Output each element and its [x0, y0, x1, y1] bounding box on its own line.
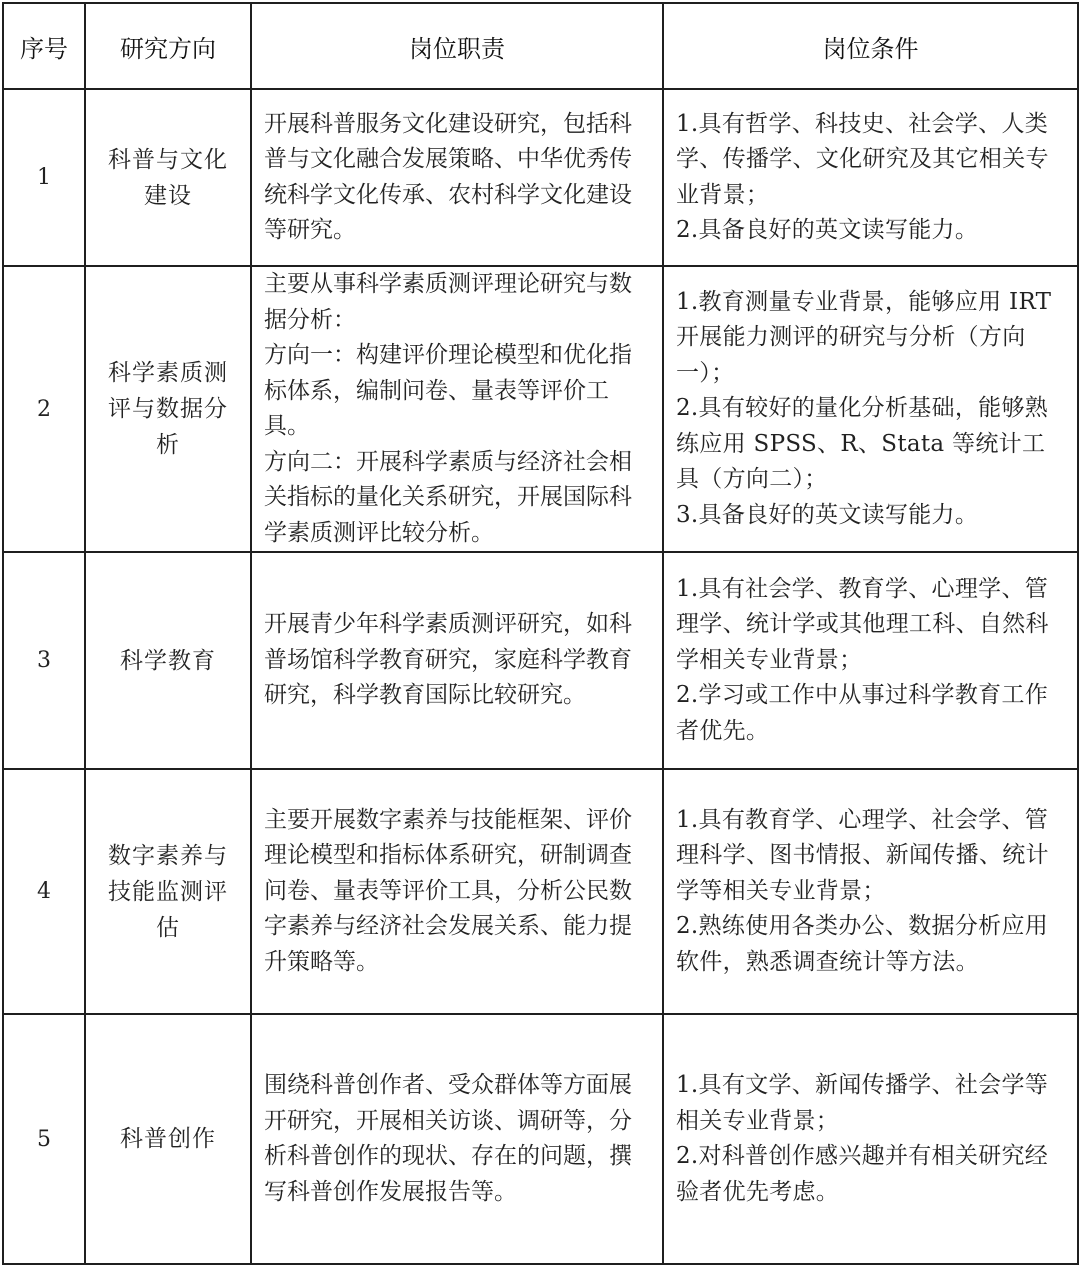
header-requirements: 岗位条件: [663, 3, 1078, 89]
cell-requirements: [663, 552, 1078, 769]
cell-seq: 3: [3, 552, 85, 769]
requirement-item: 1.具有社会学、教育学、心理学、管理学、统计学或其他理工科、自然科学相关专业背景；: [676, 575, 1049, 673]
duties-paragraph: 方向二：开展科学素质与经济社会相关指标的量化关系研究，开展国际科学素质测评比较分析。: [264, 448, 632, 546]
table-row: [3, 552, 1078, 769]
cell-duties: [251, 266, 663, 552]
cell-requirements: [663, 266, 1078, 552]
duties-paragraph: 主要开展数字素养与技能框架、评价理论模型和指标体系研究，研制调查问卷、量表等评价工具，分析公民数字素养与经济社会发展关系、能力提升策略等。: [264, 806, 632, 975]
duties-paragraph: 开展科普服务文化建设研究，包括科普与文化融合发展策略、中华优秀传统科学文化传承、农村科学文化建设等研究。: [264, 110, 632, 243]
cell-duties: [251, 1014, 663, 1264]
cell-seq: 4: [3, 769, 85, 1014]
cell-duties: [251, 89, 663, 266]
cell-seq: 1: [3, 89, 85, 266]
requirement-item: 2.学习或工作中从事过科学教育工作者优先。: [676, 682, 1049, 744]
document: [2, 2, 1079, 1265]
cell-direction: 科学教育: [85, 552, 251, 769]
header-seq: 序号: [3, 3, 85, 89]
duties-paragraph: 主要从事科学素质测评理论研究与数据分析：: [264, 271, 632, 333]
cell-requirements: [663, 1014, 1078, 1264]
table-row: [3, 769, 1078, 1014]
requirement-item: 2.具有较好的量化分析基础，能够熟练应用 SPSS、R、Stata 等统计工具（方向二）；: [676, 395, 1049, 493]
requirement-item: 1.教育测量专业背景，能够应用 IRT 开展能力测评的研究与分析（方向一）；: [676, 288, 1052, 386]
requirement-item: 2.熟练使用各类办公、数据分析应用软件，熟悉调查统计等方法。: [676, 913, 1049, 975]
cell-duties: [251, 769, 663, 1014]
table-row: [3, 266, 1078, 552]
table-row: [3, 89, 1078, 266]
requirement-item: 1.具有文学、新闻传播学、社会学等相关专业背景；: [676, 1072, 1049, 1134]
table-row: [3, 1014, 1078, 1264]
duties-paragraph: 开展青少年科学素质测评研究，如科普场馆科学教育研究，家庭科学教育研究，科学教育国际比较研究。: [264, 611, 632, 709]
header-duties: 岗位职责: [251, 3, 663, 89]
cell-duties: [251, 552, 663, 769]
requirement-item: 2.具备良好的英文读写能力。: [676, 217, 979, 243]
cell-seq: 2: [3, 266, 85, 552]
requirement-item: 2.对科普创作感兴趣并有相关研究经验者优先考虑。: [676, 1143, 1049, 1205]
positions-table: [2, 2, 1079, 1265]
requirement-item: 3.具备良好的英文读写能力。: [676, 501, 979, 528]
cell-seq: 5: [3, 1014, 85, 1264]
header-direction: 研究方向: [85, 3, 251, 89]
cell-direction: 科学素质测评与数据分析: [85, 266, 251, 552]
duties-paragraph: 方向一：构建评价理论模型和优化指标体系，编制问卷、量表等评价工具。: [264, 342, 632, 439]
cell-requirements: [663, 769, 1078, 1014]
duties-paragraph: 围绕科普创作者、受众群体等方面展开研究，开展相关访谈、调研等，分析科普创作的现状、存在的问题，撰写科普创作发展报告等。: [264, 1072, 632, 1205]
cell-direction: 科普与文化建设: [85, 89, 251, 266]
cell-direction: 科普创作: [85, 1014, 251, 1264]
header-row: [3, 3, 1078, 89]
requirement-item: 1.具有教育学、心理学、社会学、管理科学、图书情报、新闻传播、统计学等相关专业背景；: [676, 806, 1049, 904]
cell-direction: 数字素养与技能监测评估: [85, 769, 251, 1014]
cell-requirements: [663, 89, 1078, 266]
requirement-item: 1.具有哲学、科技史、社会学、人类学、传播学、文化研究及其它相关专业背景；: [676, 110, 1049, 208]
